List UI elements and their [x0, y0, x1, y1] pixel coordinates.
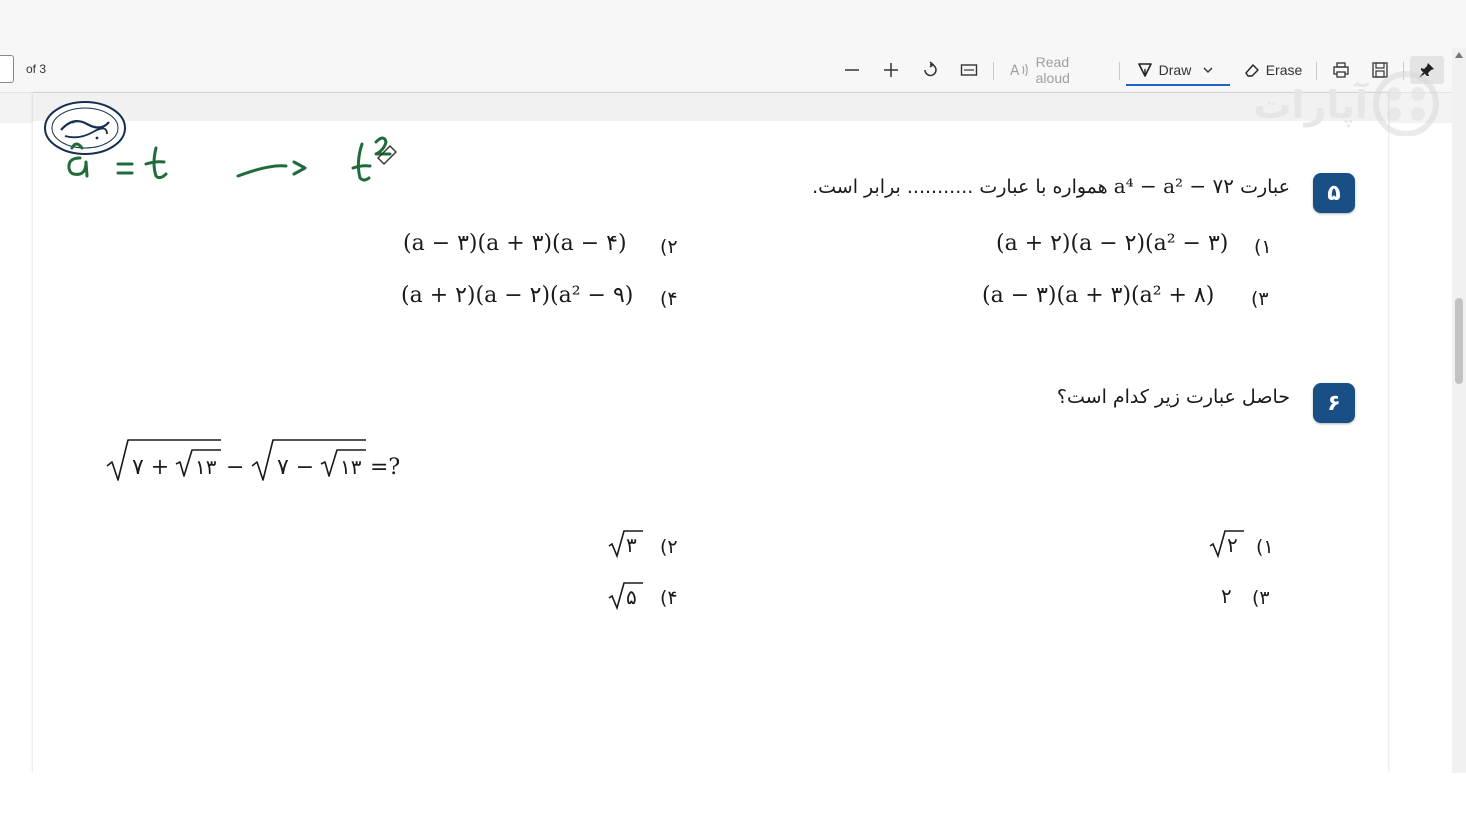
q6-option-1-number: (۱	[1256, 536, 1274, 558]
q5-option-1-expression: (a + ۲)(a − ۲)(a² − ۳)	[996, 231, 1229, 256]
minus-icon	[843, 61, 861, 79]
zoom-in-button[interactable]	[879, 56, 903, 84]
read-aloud-button[interactable]	[1010, 56, 1106, 84]
read-aloud-label: Read aloud	[1035, 54, 1070, 86]
q6-option-2-radicand: ۳	[626, 533, 637, 557]
question-5-text	[812, 174, 1290, 198]
q6-option-4-radicand: ۵	[626, 585, 637, 609]
q5-option-3-number: (۳	[1251, 288, 1269, 310]
q6-option-3-number: (۳	[1252, 587, 1270, 609]
math-part-e: ۱۳	[340, 455, 362, 479]
q5-option-2-number: (۲	[660, 236, 678, 258]
svg-text:A: A	[1010, 62, 1020, 79]
watermark-text: آپارات	[1253, 83, 1368, 127]
question-5-expression: a⁴ − a² − ۷۲	[1113, 174, 1235, 198]
q6-option-3-value: ۲	[1221, 584, 1232, 608]
pen-icon	[1137, 62, 1153, 78]
q6-option-4-number: (۴	[660, 587, 678, 609]
q6-option-2-expression	[607, 528, 647, 560]
chevron-down-icon[interactable]	[1197, 62, 1219, 78]
fit-page-button[interactable]	[957, 56, 981, 84]
math-part-f: =?	[370, 455, 401, 480]
plus-icon	[882, 61, 900, 79]
question-6-number-badge: ۶	[1313, 383, 1355, 423]
rotate-button[interactable]	[918, 56, 942, 84]
fit-width-icon	[960, 61, 978, 79]
vertical-scrollbar[interactable]	[1452, 48, 1466, 773]
q6-option-1-expression	[1208, 528, 1248, 560]
q5-option-2-expression: (a − ۳)(a + ۳)(a − ۴)	[403, 231, 627, 256]
math-part-a: ۷ +	[132, 455, 170, 480]
window-top-band	[0, 0, 1466, 48]
q5-option-3-expression: (a − ۳)(a + ۳)(a² + ۸)	[982, 283, 1215, 308]
q5-option-4-number: (۴	[660, 288, 678, 310]
erase-label: Erase	[1265, 62, 1303, 78]
window-bottom-area	[0, 773, 1466, 825]
q5-option-4-expression: (a + ۲)(a − ۲)(a² − ۹)	[401, 283, 634, 308]
zoom-out-button[interactable]	[840, 56, 864, 84]
q6-option-2-number: (۲	[660, 536, 678, 558]
draw-label: Draw	[1158, 62, 1192, 78]
scroll-up-arrow-icon[interactable]	[1455, 52, 1463, 58]
question-5-number-badge: ۵	[1313, 173, 1355, 213]
aparat-watermark-logo	[1236, 70, 1446, 136]
read-aloud-icon	[1010, 61, 1030, 79]
page-count: of 3	[26, 62, 47, 76]
question-5-text-end: همواره با عبارت ........... برابر است.	[812, 176, 1108, 198]
page-number-input[interactable]	[0, 55, 14, 83]
handwritten-annotation	[60, 128, 420, 194]
toolbar-divider	[993, 62, 994, 80]
math-part-c: −	[226, 455, 245, 480]
draw-button[interactable]	[1126, 56, 1230, 86]
math-part-b: ۱۳	[195, 455, 217, 479]
toolbar-divider	[1119, 62, 1120, 80]
question-6-expression	[104, 436, 409, 486]
question-6-text: حاصل عبارت زیر کدام است؟	[1056, 386, 1290, 408]
question-5-text-start: عبارت	[1240, 176, 1290, 198]
rotate-icon	[921, 61, 939, 79]
q6-option-1-radicand: ۲	[1227, 533, 1238, 557]
q6-option-4-expression	[607, 580, 647, 612]
scrollbar-thumb[interactable]	[1455, 298, 1463, 384]
math-part-d: ۷ −	[277, 455, 315, 480]
page-top-gap	[33, 93, 1388, 121]
q5-option-1-number: (۱	[1254, 236, 1272, 258]
